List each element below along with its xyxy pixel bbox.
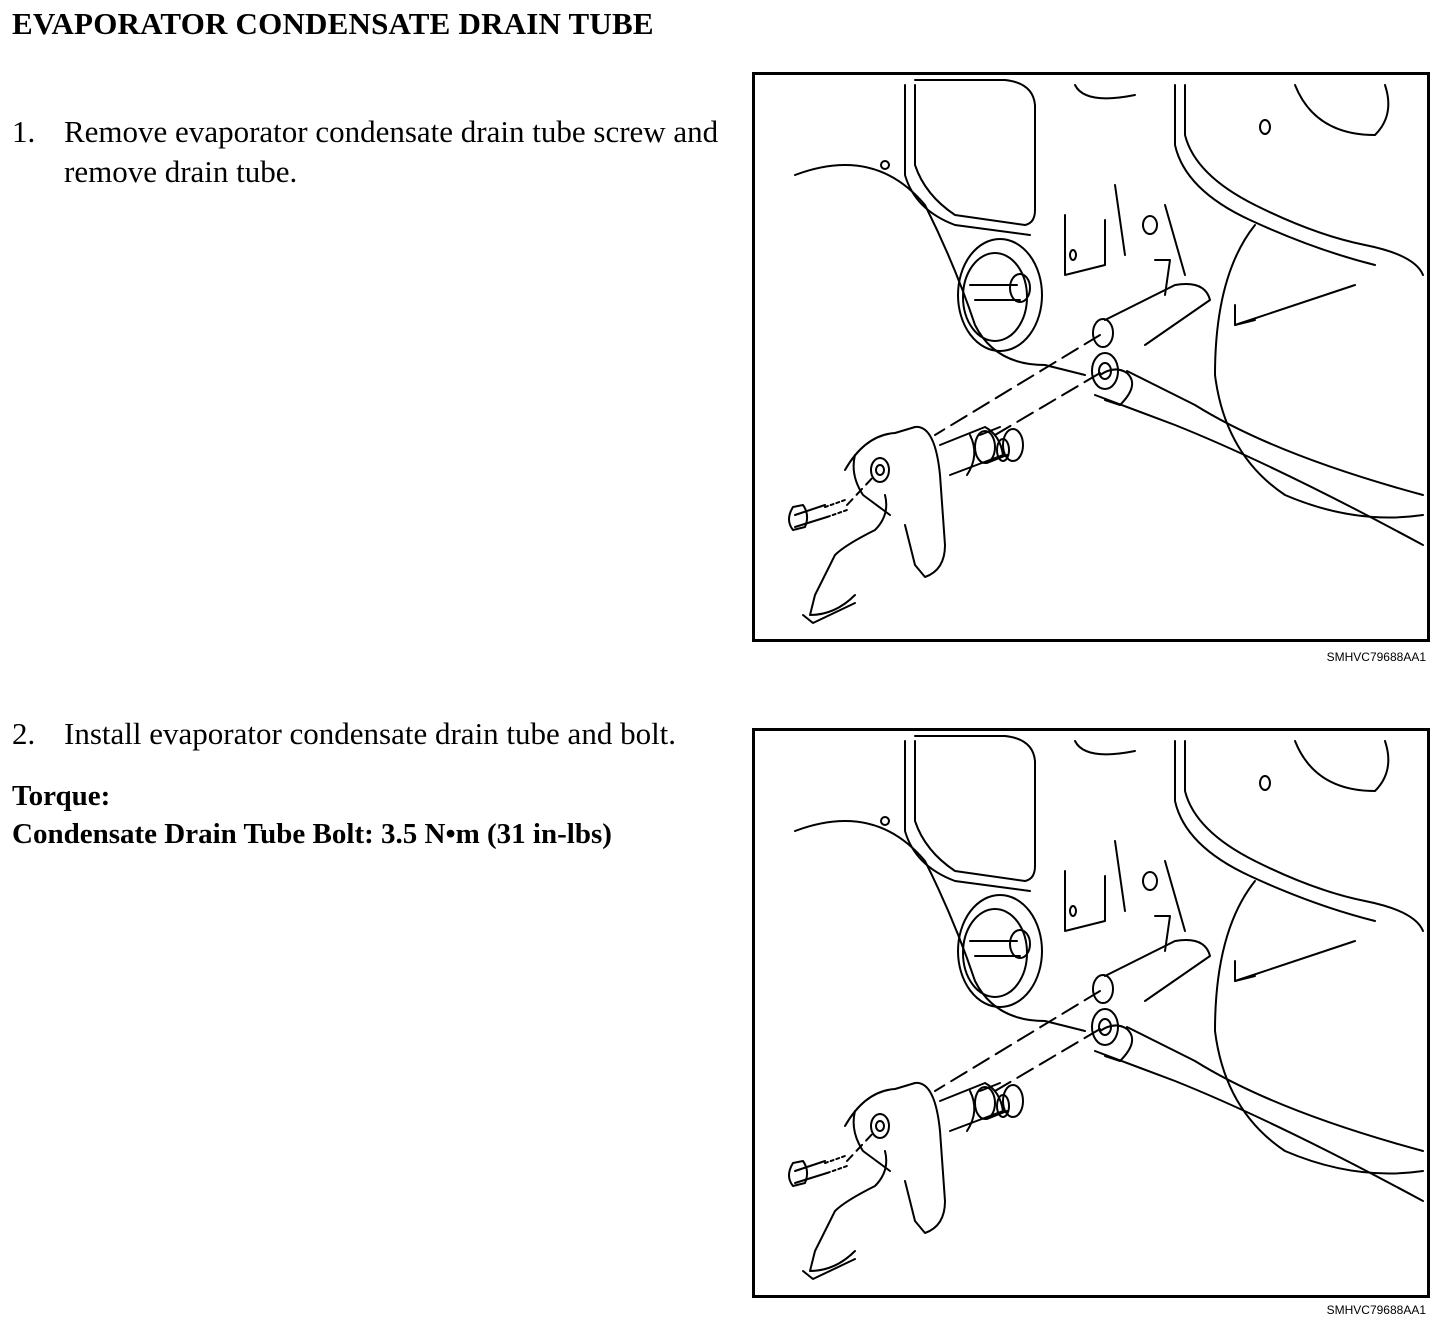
step-text: Remove evaporator condensate drain tube screw and remove drain tube. [64, 114, 719, 189]
step-1 [12, 112, 719, 189]
step-2 [12, 714, 677, 754]
torque-heading: Torque: [12, 780, 111, 812]
drain-tube-diagram [755, 75, 1427, 639]
step-number: 2. [12, 716, 36, 751]
torque-spec: Condensate Drain Tube Bolt: 3.5 N•m (31 in-lbs) [12, 818, 612, 850]
step-text: Install evaporator condensate drain tube and bolt. [64, 716, 677, 751]
figure-code: SMHVC79688AA1 [1326, 1303, 1426, 1317]
figure-code: SMHVC79688AA1 [1326, 650, 1426, 664]
step-number: 1. [12, 114, 36, 149]
illustration-install-drain-tube [752, 728, 1430, 1298]
page-title: EVAPORATOR CONDENSATE DRAIN TUBE [12, 6, 654, 41]
drain-tube-diagram [755, 731, 1427, 1295]
illustration-remove-drain-tube [752, 72, 1430, 642]
